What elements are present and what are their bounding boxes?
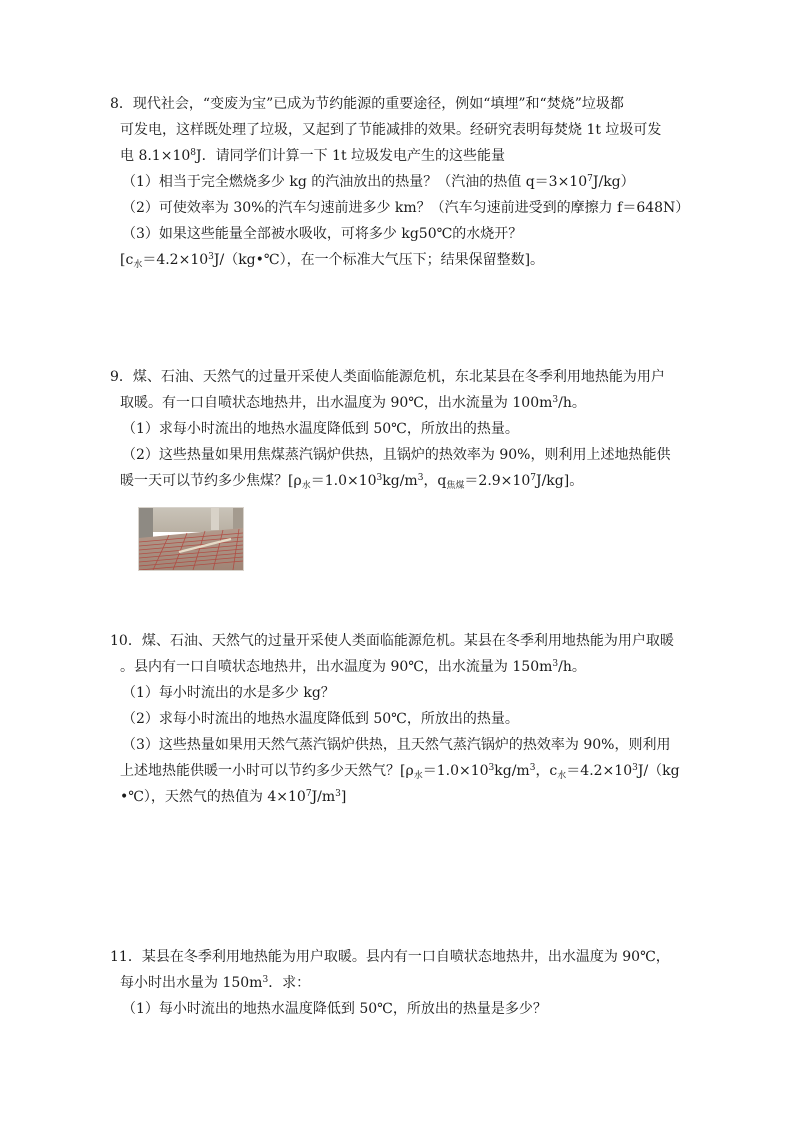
q8-line-3: 电 $8.1\times 10^8J$．请同学们计算一下 1t 垃圾发电产生的这些能量	[120, 148, 506, 164]
q10-number: 10．	[110, 633, 142, 649]
q11-subquestion-1: （1）每小时流出的地热水温度降低到 50℃，所放出的热量是多少？	[122, 1001, 547, 1017]
floor-heating-illustration	[139, 508, 243, 570]
q8-subquestion-2: （2）可使效率为 30%的汽车匀速前进多少 km？（汽车匀速前进受到的摩擦力 f＝648N）	[122, 200, 690, 216]
q10-subquestion-1: （1）每小时流出的水是多少 kg？	[122, 685, 335, 701]
q8-number: 8．	[110, 96, 133, 112]
q8-constants-note: [$c_水=4.2\times 10^3J/(kg•℃)$，在一个标准大气压下；结果保留整数]。	[120, 252, 545, 270]
q9-line-2: 取暖。有一口自喷状态地热井，出水温度为 90℃，出水流量为 $100m^3/h$。	[120, 395, 586, 411]
floor-heating-photo	[138, 507, 244, 571]
q8-subquestion-3: （3）如果这些能量全部被水吸收，可将多少 kg50℃的水烧开？	[122, 226, 523, 242]
question-8	[110, 91, 690, 273]
question-9	[110, 364, 690, 494]
q9-subquestion-1: （1）求每小时流出的地热水温度降低到 50℃，所放出的热量。	[122, 421, 519, 437]
q10-line-7: •℃），天然气的热值为 $4\times 10^7J/m^3$]	[120, 789, 347, 805]
q8-subquestion-1: （1）相当于完全燃烧多少 kg 的汽油放出的热量？（汽油的热值 $q=3\times 10^7J/kg$）	[122, 174, 635, 190]
q10-line-1: 10．煤、石油、天然气的过量开采使人类面临能源危机。某县在冬季利用地热能为用户取暖	[110, 633, 674, 649]
q11-number: 11．	[110, 949, 142, 965]
q10-line-6: 上述地热能供暖一小时可以节约多少天然气？[$\rho_水=1.0\times 10^3kg/m^3$，$c_水=4.2\times 10^3J/(kg$	[120, 763, 680, 781]
q9-subquestion-2: （2）这些热量如果用焦煤蒸汽锅炉供热，且锅炉的热效率为 90%，则利用上述地热能供	[122, 447, 671, 463]
q9-line-1: 9．煤、石油、天然气的过量开采使人类面临能源危机，东北某县在冬季利用地热能为用户	[110, 369, 665, 385]
q10-subquestion-3: （3）这些热量如果用天然气蒸汽锅炉供热，且天然气蒸汽锅炉的热效率为 90%，则利用	[122, 737, 671, 753]
q8-line-2: 可发电，这样既处理了垃圾，又起到了节能减排的效果。经研究表明每焚烧 1t 垃圾可发	[120, 122, 662, 138]
question-11	[110, 944, 690, 1022]
q8-line-1: 8．现代社会，“变废为宝”已成为节约能源的重要途径，例如“填埋”和“焚烧”垃圾都	[110, 96, 624, 112]
q9-number: 9．	[110, 369, 133, 385]
q11-line-1: 11．某县在冬季利用地热能为用户取暖。县内有一口自喷状态地热井，出水温度为 90℃，	[110, 949, 670, 965]
q9-line-5: 暖一天可以节约多少焦煤？[$\rho_水=1.0\times 10^3kg/m^3$，$q_{焦煤}=2.9\times 10^7J/kg$]。	[120, 473, 584, 491]
q10-line-2: 。县内有一口自喷状态地热井，出水温度为 90℃，出水流量为 $150m^3/h$。	[120, 659, 586, 675]
question-10	[110, 628, 690, 810]
q10-subquestion-2: （2）求每小时流出的地热水温度降低到 50℃，所放出的热量。	[122, 711, 519, 727]
q11-line-2: 每小时出水量为 $150m^3$．求：	[120, 975, 311, 991]
